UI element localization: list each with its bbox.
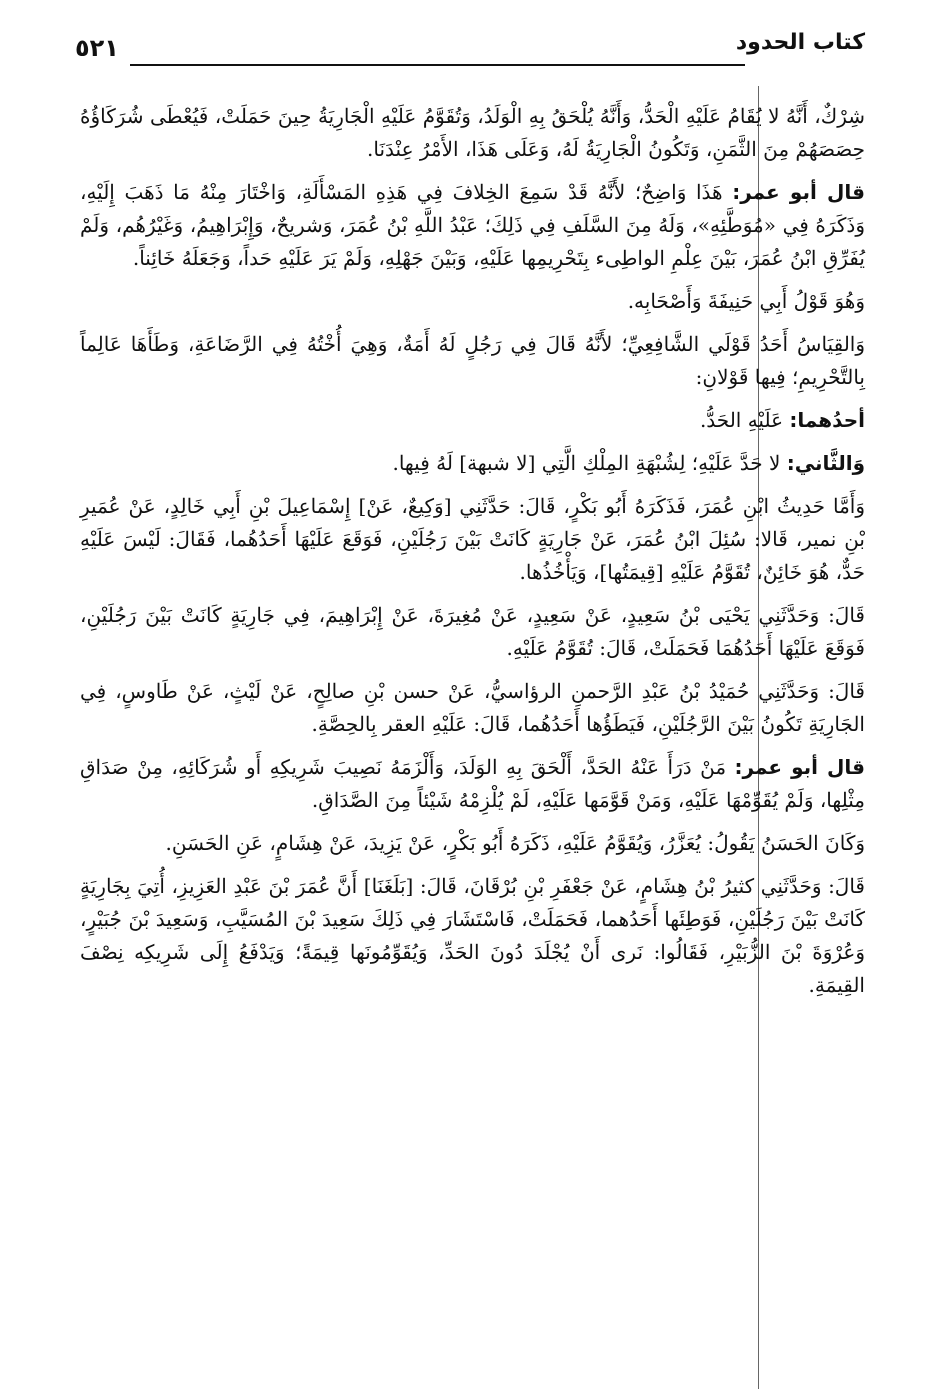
paragraph (80, 285, 865, 318)
paragraph-text: لا حَدَّ عَلَيْهِ؛ لِشُبْهَةِ المِلْكِ الَّتِي [لا شبهة] لَهُ فِيها. (392, 451, 787, 475)
paragraph (80, 176, 865, 275)
paragraph (80, 751, 865, 817)
paragraph-text: قَالَ: وَحَدَّثَنِي يَحْيَى بْنُ سَعِيدٍ، عَنْ سَعِيدٍ، عَنْ مُغِيرَةَ، عَنْ إِبْرَاهِيمَ، فِي جَارِيَةٍ كَانَتْ بَيْنَ رَجُلَيْنِ، فَوَقَعَ عَلَيْهَا أَحَدُهُمَا فَحَمَلَتْ، قَالَ: تُقَوَّمُ عَلَيْهِ. (80, 603, 865, 660)
paragraph-text: وَأَمَّا حَدِيثُ ابْنِ عُمَرَ، فَذَكَرَهُ أَبُو بَكْرٍ، قَالَ: حَدَّثَنِي [وَكِيعٌ، عَنْ] إِسْمَاعِيلَ بْنِ أَبِي خَالِدٍ، عَنْ عُمَيرِ بْنِ نمير، قَالا: سُئِلَ ابْنُ عُمَرَ، عَنْ جَارِيَةٍ كَانَتْ بَيْنَ رَجُلَيْنِ، فَوَقَعَ عَلَيْهَا أَحَدُهُما، فَقَالَ: لَيْسَ عَلَيْهِ حَدٌّ، هُوَ خَائِنٌ، تُقَوَّمُ عَلَيْهِ [قِيمَتُها]، وَيَأْخُذُها. (80, 494, 865, 584)
paragraph-text: قَالَ: وَحَدَّثَنِي حُمَيْدُ بْنُ عَبْدِ الرَّحمنِ الرؤاسيُّ، عَنْ حسن بْنِ صالِحٍ، عَنْ لَيْثٍ، عَنْ طَاوسٍ، فِي الجَارِيَةِ تَكُونُ بَيْنَ الرَّجُلَيْنِ، فَيَطَؤُها أَحَدُهُما، قَالَ: عَلَيْهِ العقر بِالحِصَّةِ. (80, 679, 865, 736)
paragraph-text: وَالقِيَاسُ أَحَدُ قَوْلَي الشَّافِعِيِّ؛ لأَنَّهُ قَالَ فِي رَجُلٍ لَهُ أَمَةٌ، وَهِيَ أُخْتُهُ فِي الرَّضَاعَةِ، وَطَأَهَا عَالِماً بِالتَّحْرِيمِ؛ فِيها قَوْلانِ: (80, 332, 865, 389)
paragraph-text: شِرْكٌ، أَنَّهُ لا يُقَامُ عَلَيْهِ الْحَدُّ، وَأَنَّهُ يُلْحَقُ بِهِ الْوَلَدُ، وَتُقَوَّمُ عَلَيْهِ الْجَارِيَةُ حِينَ حَمَلَتْ، فَيُعْطَى شُرَكَاؤُهُ حِصَصَهُمْ مِنَ الثَّمَنِ، وَتَكُونُ الْجَارِيَةُ لَهُ، وَعَلَى هَذَا، الأَمْرُ عِنْدَنَا. (80, 104, 865, 161)
paragraph-lead: وَالثَّاني: (786, 451, 865, 475)
paragraph (80, 404, 865, 437)
paragraph-text: وَكَانَ الحَسَنُ يَقُولُ: يُعَزَّرُ، وَيُقَوَّمُ عَلَيْهِ، ذَكَرَهُ أَبُو بَكْرٍ، عَنْ يَزِيدَ، عَنْ هِشَامٍ، عَنِ الحَسَنِ. (165, 831, 865, 855)
paragraph-text: عَلَيْهِ الحَدُّ. (699, 408, 790, 432)
paragraph-lead: قال أبو عمر: (732, 180, 865, 204)
paragraph-text: مَنْ دَرَأَ عَنْهُ الحَدَّ، أَلْحَقَ بِهِ الوَلَدَ، وَأَلْزَمَهُ نَصِيبَ شَرِيكِهِ أَو شُرَكَائِهِ، مِنْ صَدَاقِ مِثْلِها، وَلَمْ يُقَوِّمْهَا عَلَيْهِ، وَمَنْ قَوَّمَها عَلَيْهِ، لَمْ يُلْزِمْهُ شَيْئاً مِنَ الصَّدَاقِ. (80, 755, 865, 812)
book-title: كتاب الحدود (735, 30, 865, 55)
paragraph-text: هَذَا وَاضِحٌ؛ لأَنَّهُ قَدْ سَمِعَ الخِلافَ فِي هَذِهِ المَسْأَلَةِ، وَاخْتَارَ مِنْهُ مَا ذَهَبَ إِلَيْهِ، وَذَكَرَهُ فِي «مُوَطَّئِهِ»، وَلَهُ مِنَ السَّلَفِ فِي ذَلِكَ؛ عَبْدُ اللَّهِ بْنُ عُمَرَ، وَشريحٌ، وَإِبْرَاهِيمُ، وَغَيْرُهُم، وَلَمْ يُفَرِّقِ ابْنُ عُمَرَ، بَيْنَ عِلْمِ الواطِىء بِتَحْرِيمِها عَلَيْهِ، وَبَيْنَ جَهْلِهِ، وَلَمْ يَرَ عَلَيْهِ حَداً، وَجَعَلَهُ خَائِناً. (80, 180, 865, 270)
paragraph (80, 675, 865, 741)
running-header (75, 30, 865, 74)
header-rule (130, 64, 745, 66)
paragraph (80, 599, 865, 665)
paragraph-text: قَالَ: وَحَدَّثَنِي كثيرُ بْنُ هِشَامٍ، عَنْ جَعْفَرِ بْنِ بُرْقَانَ، قَالَ: [بَلَغَنَا] أَنَّ عُمَرَ بْنَ عَبْدِ العَزِيزِ، أُتِيَ بِجَارِيَةٍ كَانَتْ بَيْنَ رَجُلَيْنِ، فَوَطِئَها أَحَدُهما، فَحَمَلَتْ، فَاسْتَشَارَ فِي ذَلِكَ سَعِيدَ بْنَ المُسَيَّبِ، وَسَعِيدَ بْنَ جُبَيْرٍ، وَعُرْوَةَ بْنَ الزُّبَيْرِ، فَقَالُوا: نَرى أَنْ يُجْلَدَ دُونَ الحَدِّ، وَيُقَوِّمُونَها قِيمَةً؛ وَيَدْفَعُ إِلَى شَرِيكِه نِصْفَ القِيمَةِ. (80, 874, 865, 997)
paragraph-lead: قال أبو عمر: (734, 755, 865, 779)
paragraph (80, 827, 865, 860)
paragraph (80, 328, 865, 394)
page-body (80, 100, 865, 1385)
page-number: ٥٢١ (75, 34, 119, 62)
paragraph-text: وَهُوَ قَوْلُ أَبِي حَنِيفَةَ وَأَصْحَابِه. (627, 289, 865, 313)
paragraph (80, 447, 865, 480)
paragraph (80, 870, 865, 1002)
paragraph (80, 490, 865, 589)
paragraph (80, 100, 865, 166)
paragraph-lead: أحدُهما: (789, 408, 865, 432)
